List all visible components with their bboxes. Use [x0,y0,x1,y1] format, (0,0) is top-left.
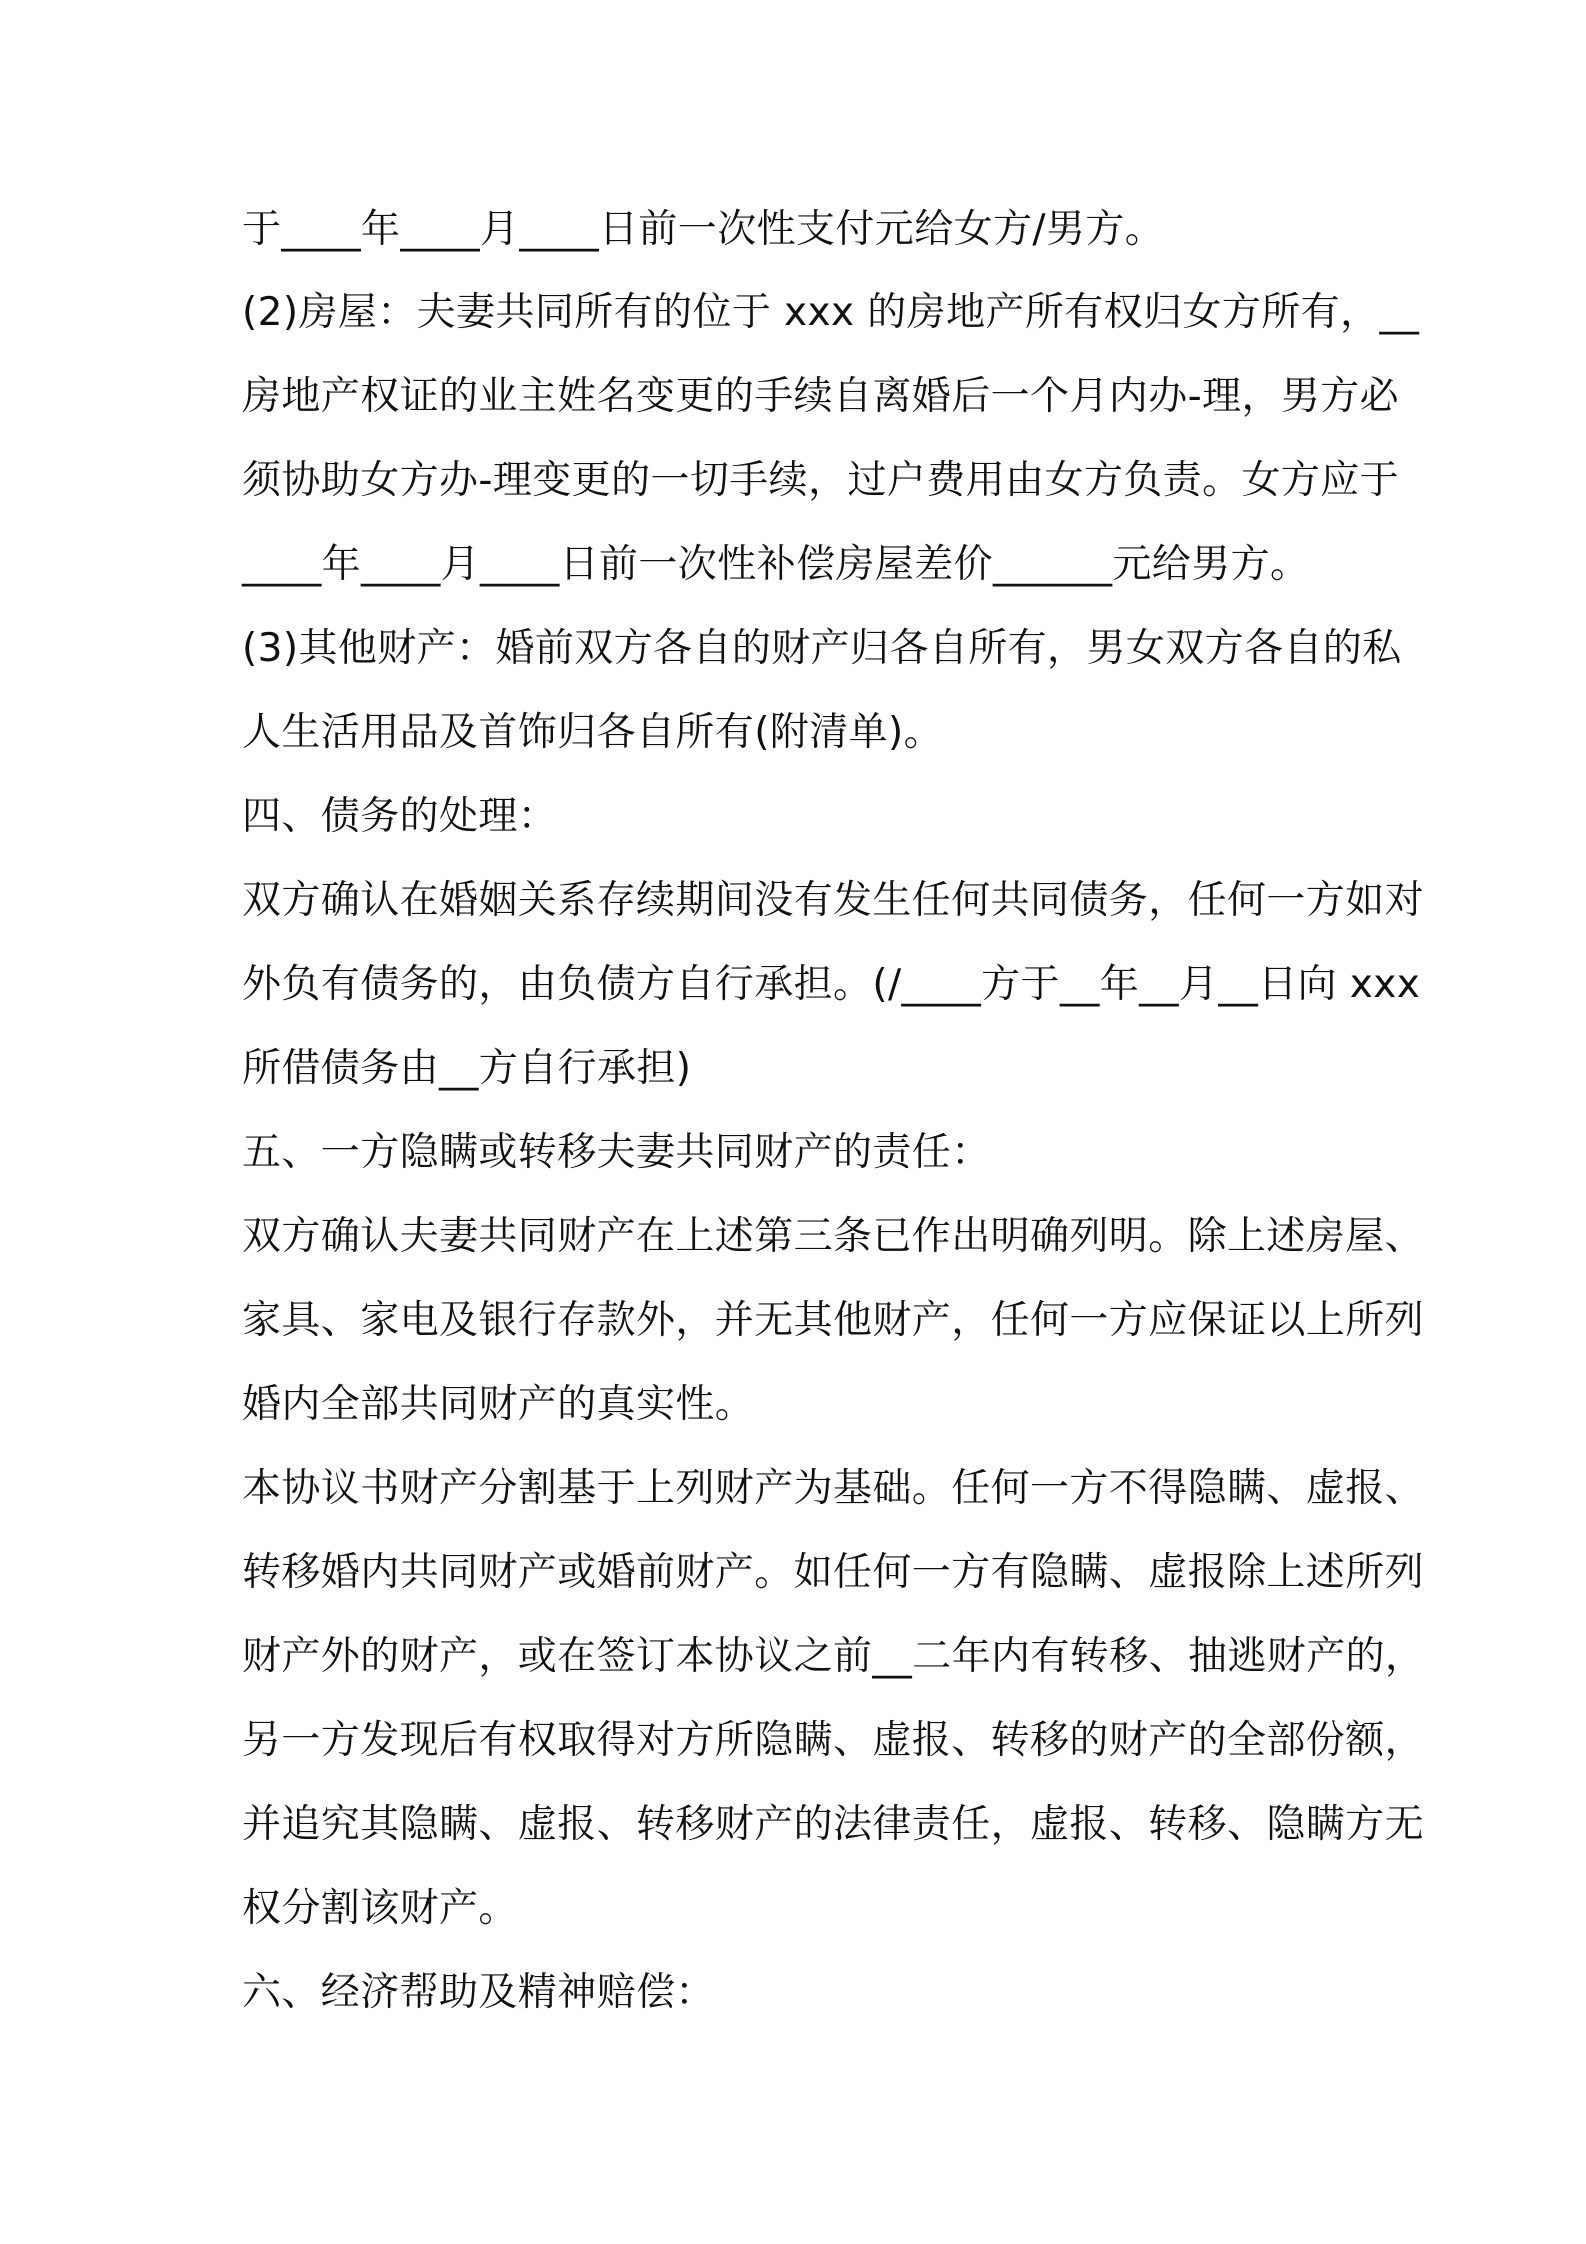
text-line-19: 另一方发现后有权取得对方所隐瞒、虚报、转移的财产的全部份额， [242,1718,1425,1763]
text-line-2: (2)房屋：夫妻共同所有的位于 xxx 的房地产所有权归女方所有，__ [242,290,1420,335]
text-line-1: 于____年____月____日前一次性支付元给女方/男方。 [242,207,1165,252]
section-heading-debt: 四、债务的处理： [242,794,558,839]
text-line-7: 人生活用品及首饰归各自所有(附清单)。 [242,710,944,755]
text-line-21: 权分割该财产。 [242,1886,518,1931]
text-line-18: 财产外的财产，或在签订本协议之前__二年内有转移、抽逃财产的， [242,1634,1425,1679]
text-line-15: 婚内全部共同财产的真实性。 [242,1382,755,1427]
text-line-11: 所借债务由__方自行承担) [242,1046,692,1091]
text-line-16: 本协议书财产分割基于上列财产为基础。任何一方不得隐瞒、虚报、 [242,1466,1425,1511]
text-line-9: 双方确认在婚姻关系存续期间没有发生任何共同债务，任何一方如对 [242,878,1425,923]
text-line-4: 须协助女方办-理变更的一切手续，过户费用由女方负责。女方应于 [242,458,1400,503]
text-line-20: 并追究其隐瞒、虚报、转移财产的法律责任，虚报、转移、隐瞒方无 [242,1802,1425,1847]
text-line-17: 转移婚内共同财产或婚前财产。如任何一方有隐瞒、虚报除上述所列 [242,1550,1425,1595]
text-line-5: ____年____月____日前一次性补偿房屋差价______元给男方。 [242,542,1310,587]
text-line-14: 家具、家电及银行存款外，并无其他财产，任何一方应保证以上所列 [242,1298,1425,1343]
text-line-10: 外负有债务的，由负债方自行承担。(/____方于__年__月__日向 xxx [242,962,1421,1007]
text-line-6: (3)其他财产：婚前双方各自的财产归各自所有，男女双方各自的私 [242,626,1402,671]
section-heading-concealment: 五、一方隐瞒或转移夫妻共同财产的责任： [242,1130,991,1175]
text-line-13: 双方确认夫妻共同财产在上述第三条已作出明确列明。除上述房屋、 [242,1214,1425,1259]
section-heading-compensation: 六、经济帮助及精神赔偿： [242,1970,715,2015]
text-line-3: 房地产权证的业主姓名变更的手续自离婚后一个月内办-理，男方必 [242,374,1400,419]
